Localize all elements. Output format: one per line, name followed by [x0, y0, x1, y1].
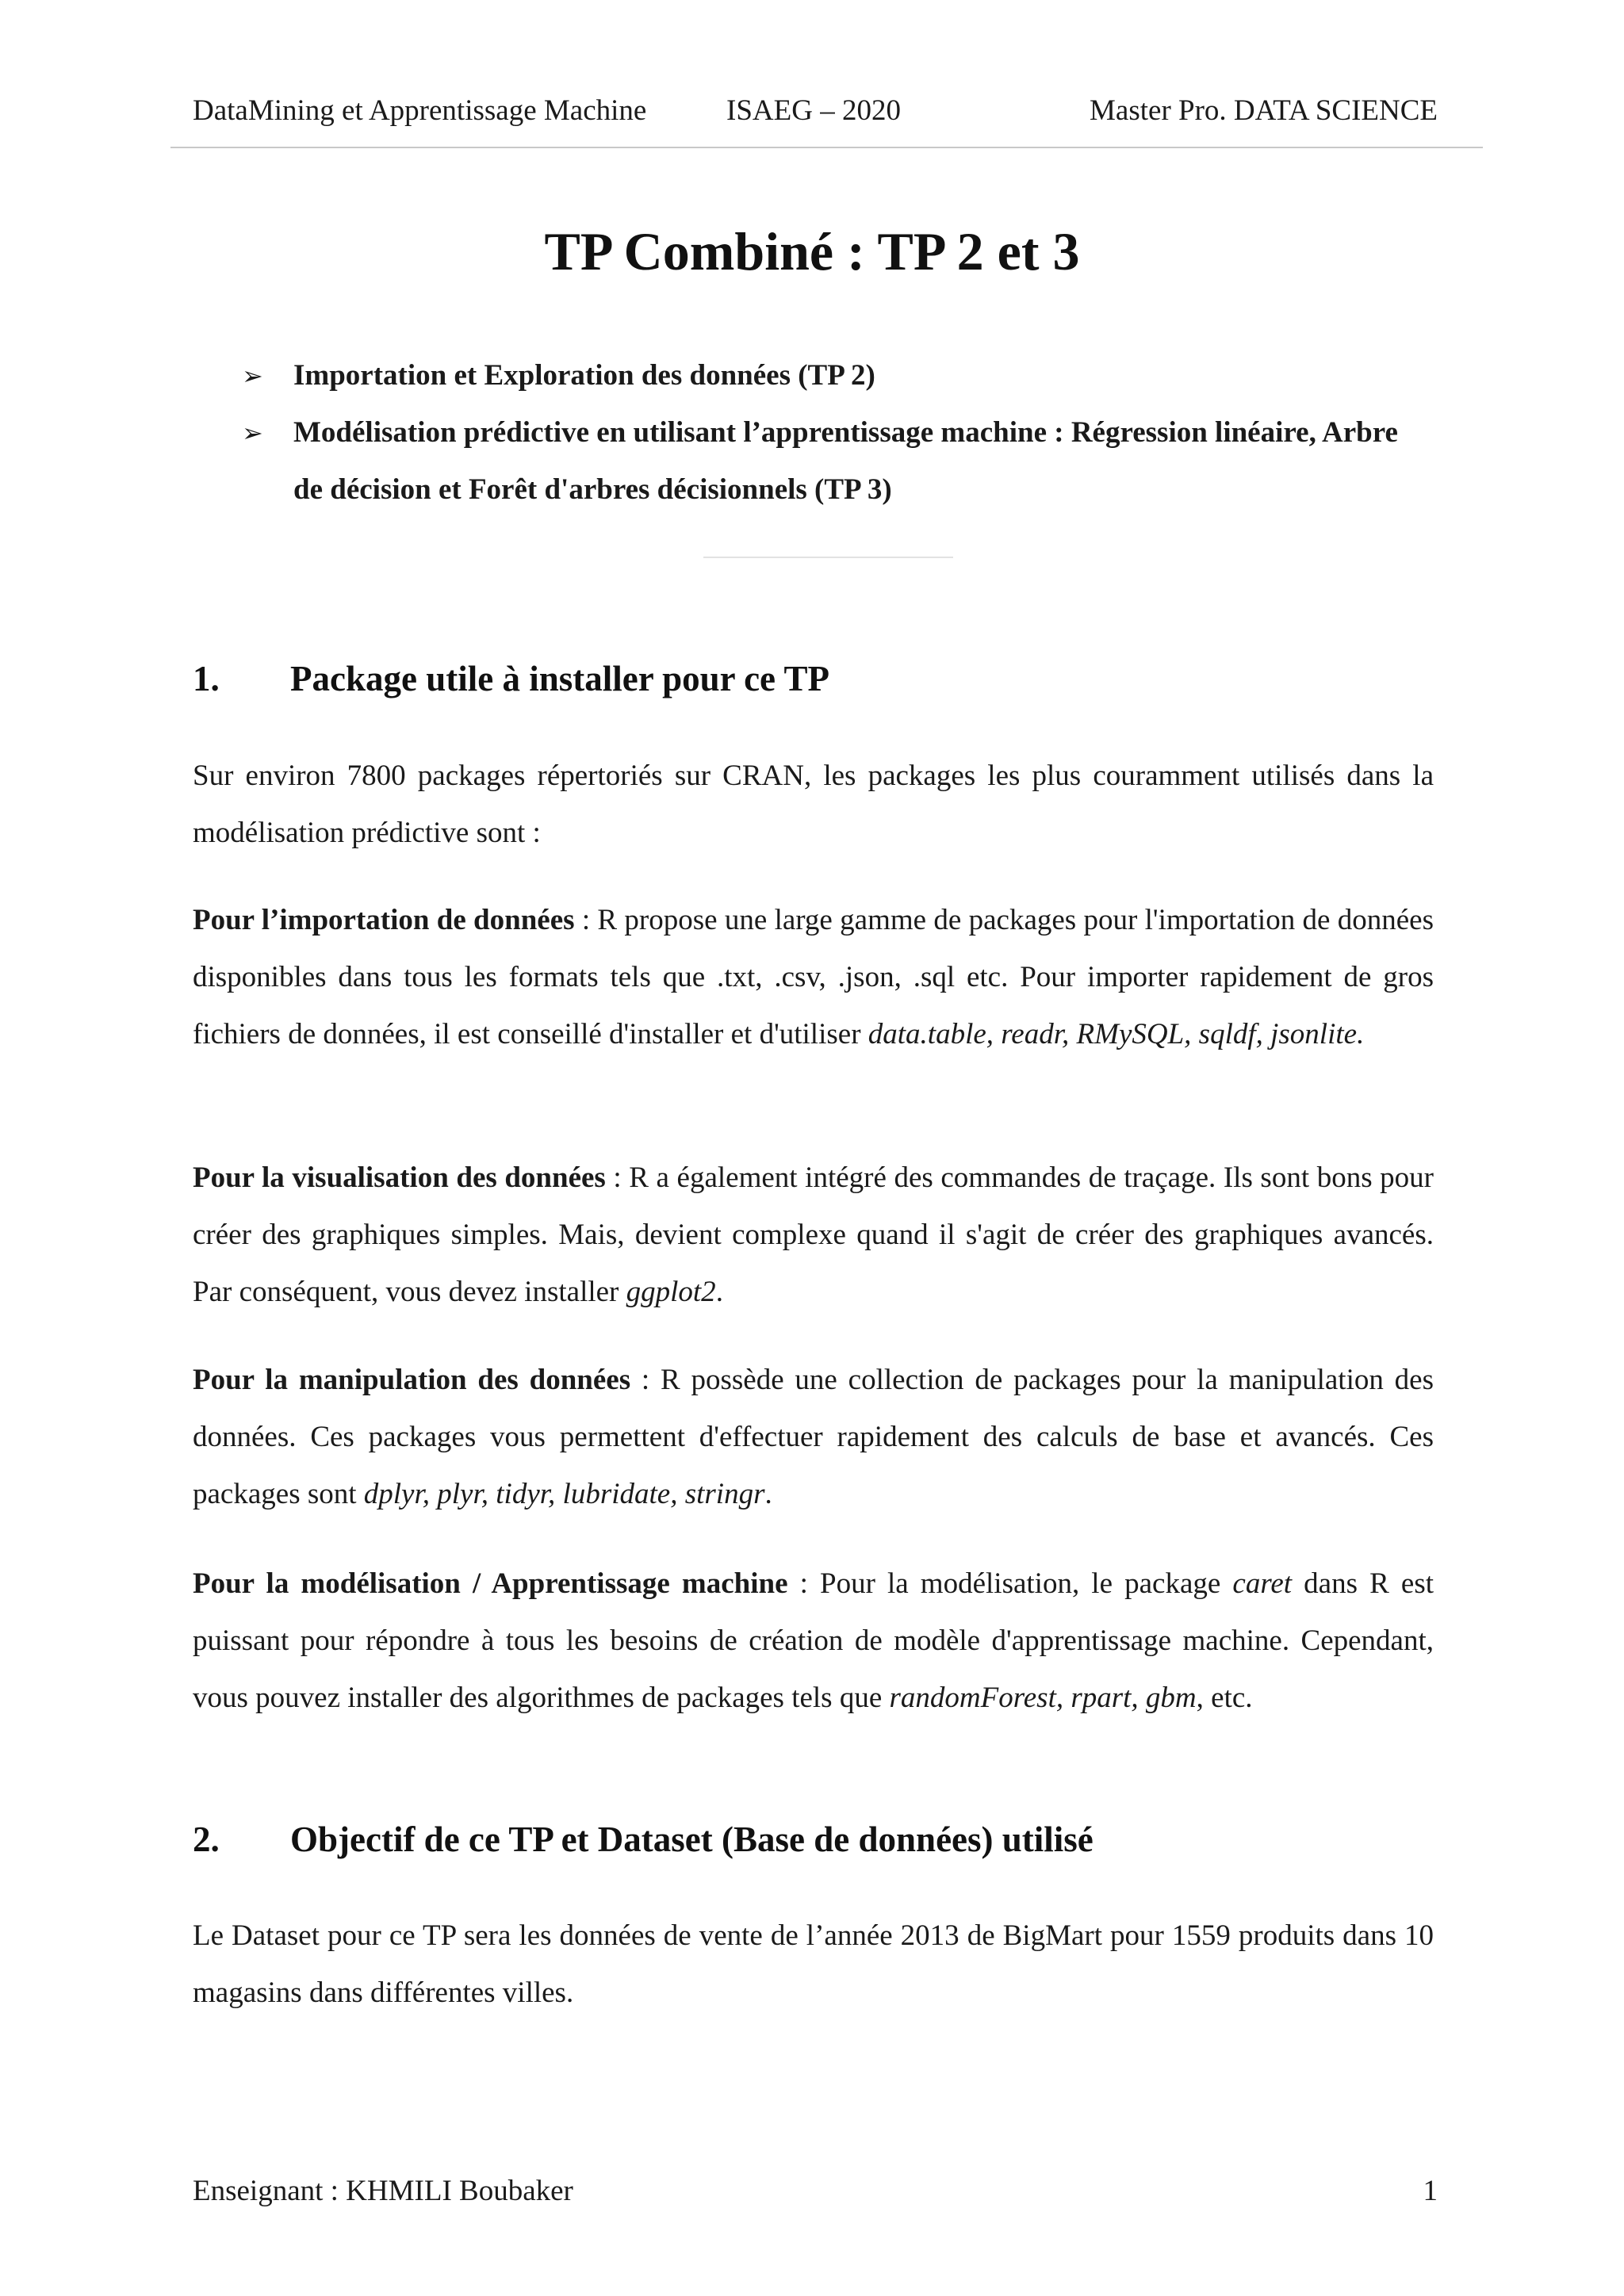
objective-item	[242, 347, 1431, 404]
paragraph-manipulation	[193, 1352, 1434, 1523]
section-number: 2.	[193, 1820, 220, 1859]
package-names: data.table, readr, RMySQL, sqldf, jsonlite.	[868, 1018, 1365, 1050]
section-1-heading	[193, 658, 829, 699]
paragraph-import	[193, 892, 1434, 1063]
header-school-year: ISAEG – 2020	[726, 94, 901, 127]
arrow-bullet-icon: ➢	[242, 418, 263, 448]
page-title: TP Combiné : TP 2 et 3	[544, 221, 1080, 281]
paragraph-label: Pour l’importation de données	[193, 904, 575, 936]
page-header	[193, 94, 1438, 135]
paragraph-label: Pour la manipulation des données	[193, 1364, 631, 1396]
section-1-intro: Sur environ 7800 packages répertoriés sur CRAN, les packages les plus couramment utilisés dans la modélisation prédictive sont :	[193, 760, 1434, 849]
package-names: randomForest, rpart, gbm	[889, 1682, 1197, 1714]
section-separator	[703, 557, 953, 558]
section-title: Package utile à installer pour ce TP	[290, 659, 829, 698]
section-2-text: Le Dataset pour ce TP sera les données de vente de l’année 2013 de BigMart pour 1559 produits dans 10 magasins dans différentes villes.	[193, 1919, 1434, 2009]
objective-text: Modélisation prédictive en utilisant l’apprentissage machine : Régression linéaire, Arbre de décision et Forêt d'arbres décisionnels (TP 3)	[293, 416, 1398, 506]
objectives-list	[242, 347, 1431, 519]
paragraph-tail: , etc.	[1196, 1682, 1253, 1714]
arrow-bullet-icon: ➢	[242, 361, 263, 391]
package-names: ggplot2	[626, 1276, 716, 1308]
objective-item	[242, 404, 1431, 519]
paragraph-label: Pour la modélisation / Apprentissage machine	[193, 1567, 788, 1600]
section-number: 1.	[193, 659, 220, 698]
header-program: Master Pro. DATA SCIENCE	[1090, 94, 1438, 127]
paragraph-text: dans R est puissant pour répondre à tous les besoins de création de modèle d'apprentissage machine. Cependant, vous pouvez installer des algorithmes de packages tels que	[193, 1567, 1434, 1714]
header-divider	[170, 147, 1483, 148]
objective-text: Importation et Exploration des données (TP 2)	[293, 359, 875, 392]
section-title: Objectif de ce TP et Dataset (Base de données) utilisé	[290, 1820, 1094, 1859]
section-2-heading	[193, 1819, 1094, 1860]
package-names: dplyr, plyr, tidyr, lubridate, stringr	[363, 1478, 765, 1510]
paragraph-tail: .	[764, 1478, 772, 1510]
footer-teacher: Enseignant : KHMILI Boubaker	[193, 2175, 573, 2207]
paragraph-text: : R a également intégré des commandes de traçage. Ils sont bons pour créer des graphiques simples. Mais, devient complexe quand il s'agit de créer des graphiques avancés. Par conséquent, vous devez installer	[193, 1161, 1434, 1308]
page-number: 1	[1423, 2175, 1438, 2207]
paragraph-text: : R possède une collection de packages pour la manipulation des données. Ces packages vous permettent d'effectuer rapidement des calculs de base et avancés. Ces packages sont	[193, 1364, 1434, 1510]
paragraph-visualisation	[193, 1150, 1434, 1321]
paragraph-modelling	[193, 1556, 1434, 1727]
paragraph-text: : R propose une large gamme de packages pour l'importation de données disponibles dans tous les formats tels que .txt, .csv, .json, .sql etc. Pour importer rapidement de gros fichiers de données, il est conseillé d'installer et d'utiliser	[193, 904, 1434, 1050]
package-name: caret	[1232, 1567, 1293, 1600]
paragraph-text: : Pour la modélisation, le package	[787, 1567, 1233, 1600]
header-course: DataMining et Apprentissage Machine	[193, 94, 647, 127]
paragraph-tail: .	[715, 1276, 723, 1308]
paragraph-label: Pour la visualisation des données	[193, 1161, 606, 1194]
